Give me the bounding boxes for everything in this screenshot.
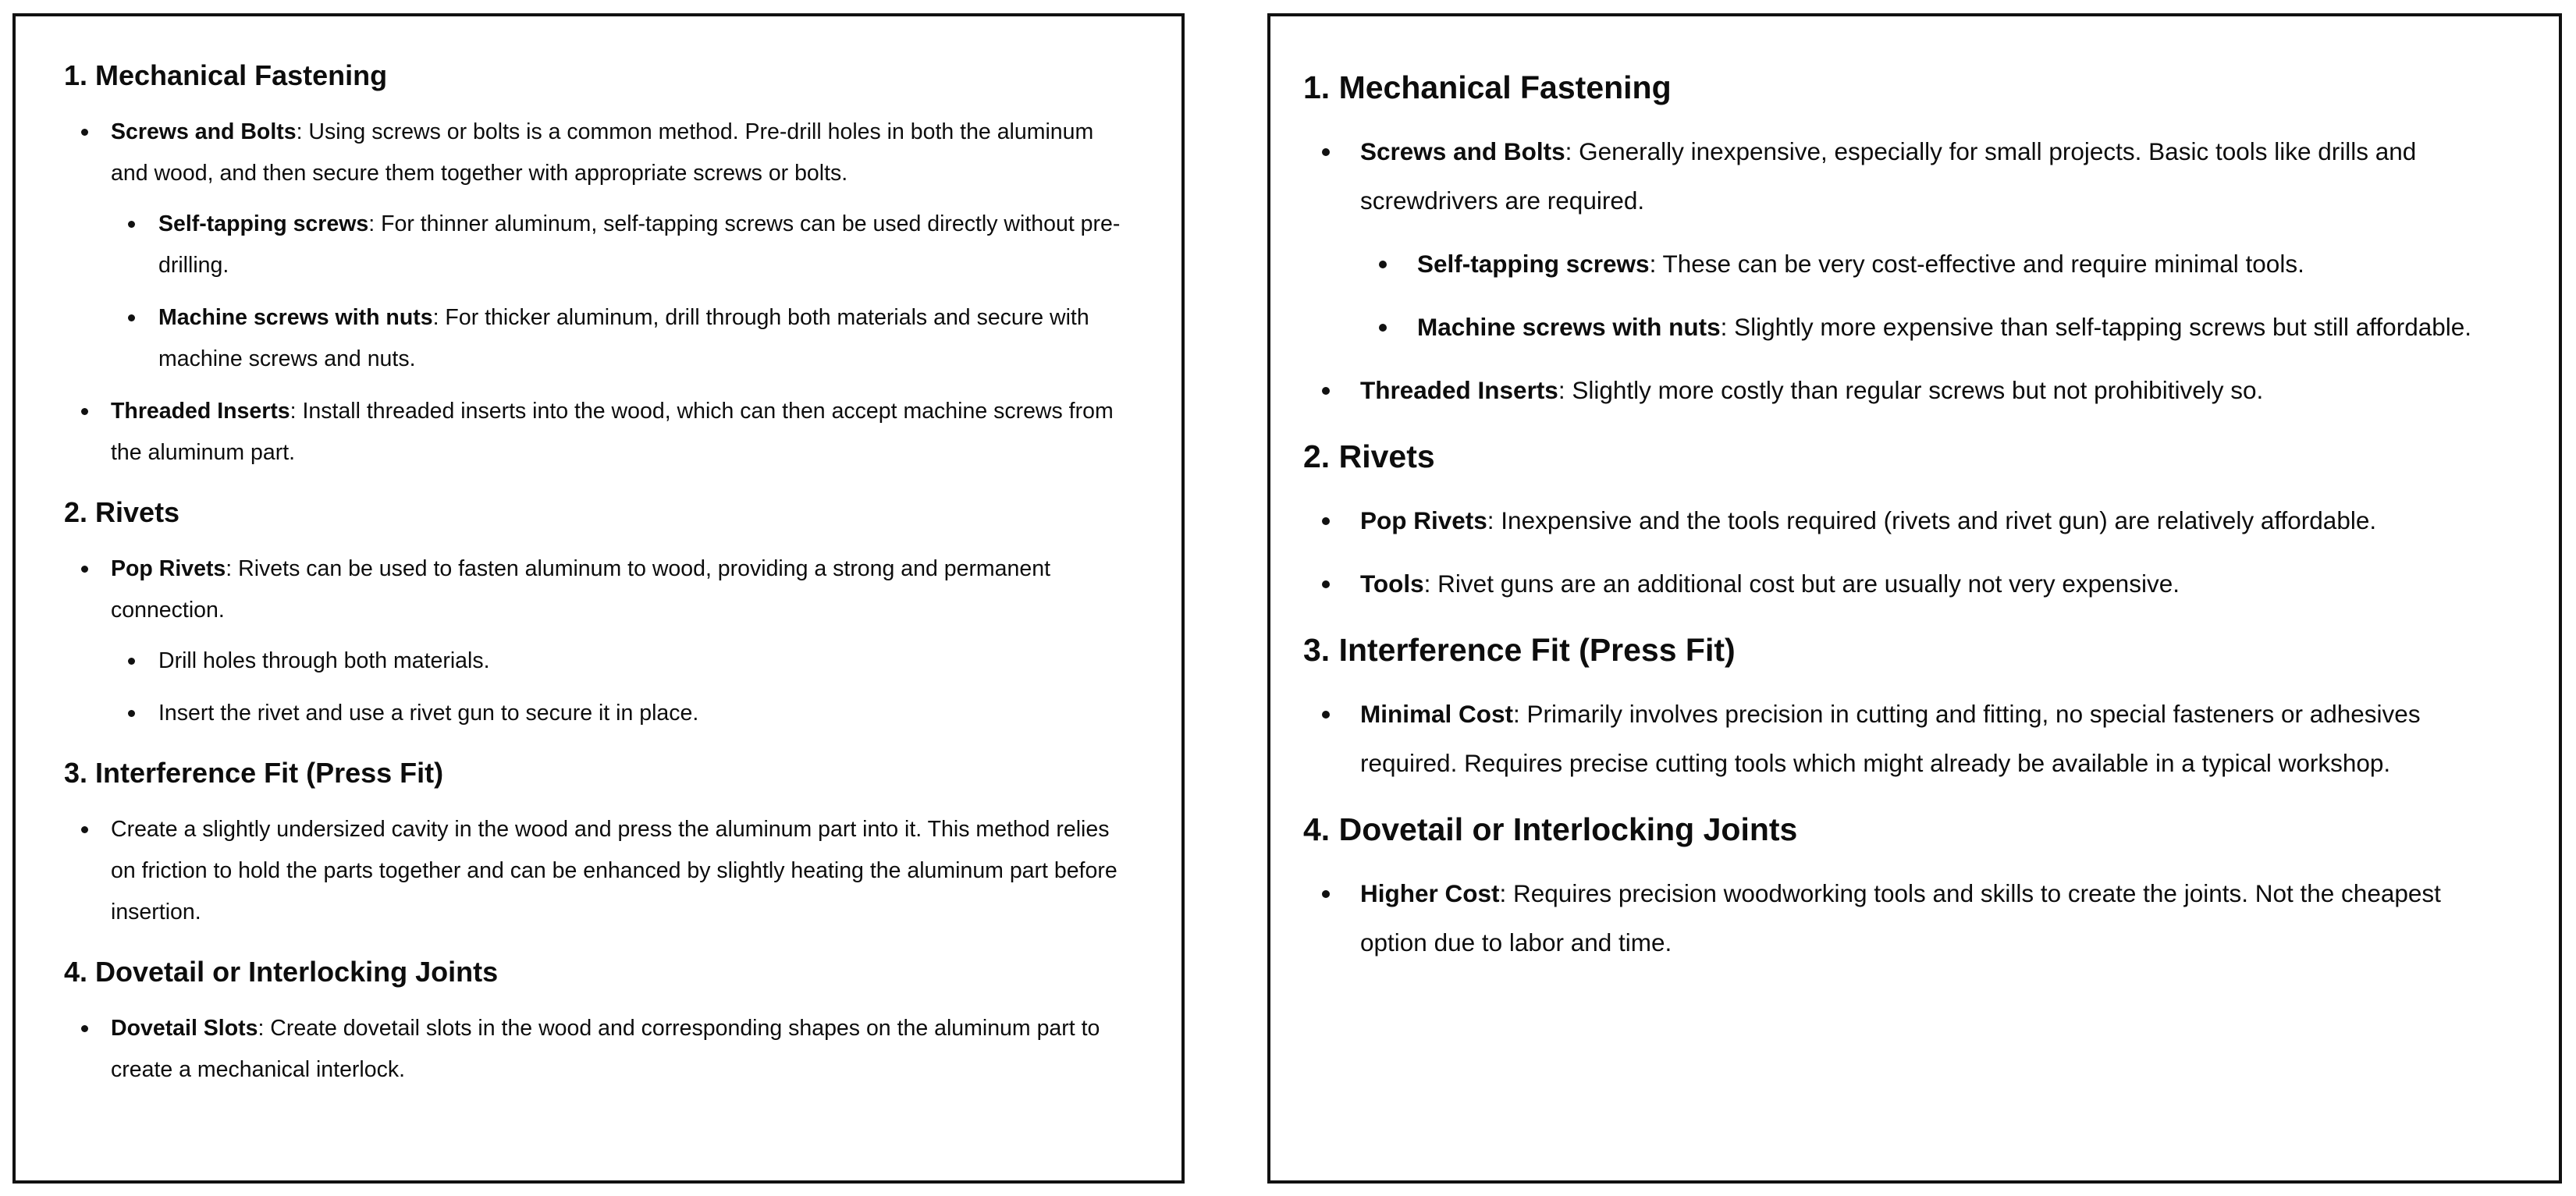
item-text: : Inexpensive and the tools required (rivets and rivet gun) are relatively affordable.: [1487, 506, 2377, 534]
section-mechanical-fastening: [1303, 66, 2512, 415]
list-item: [1303, 690, 2512, 788]
sub-list-item: [111, 641, 1135, 682]
item-text: : Generally inexpensive, especially for small projects. Basic tools like drills and screwdrivers are required.: [1360, 137, 2417, 215]
list-item: [1303, 496, 2512, 545]
list-item: [64, 112, 1135, 380]
section-mechanical-fastening: [64, 57, 1135, 474]
item-label: Threaded Inserts: [111, 399, 290, 424]
bullet-list: [1303, 869, 2512, 967]
list-item: [1303, 366, 2512, 415]
sub-list-item: [111, 693, 1135, 734]
item-label: Screws and Bolts: [1360, 137, 1565, 165]
item-text: : Requires precision woodworking tools and skills to create the joints. Not the cheapest option due to labor and time.: [1360, 879, 2441, 956]
sub-bullet-list: [111, 641, 1135, 734]
list-item: [64, 548, 1135, 734]
section-rivets: [64, 494, 1135, 734]
list-item: [1303, 559, 2512, 609]
bullet-list: [1303, 496, 2512, 609]
section-title: 3. Interference Fit (Press Fit): [64, 757, 444, 789]
list-item: [1303, 869, 2512, 967]
subitem-text: : These can be very cost-effective and require minimal tools.: [1649, 250, 2304, 278]
subitem-label: Self-tapping screws: [158, 211, 369, 236]
item-label: Threaded Inserts: [1360, 376, 1558, 404]
section-title: 2. Rivets: [64, 496, 180, 528]
subitem-label: Self-tapping screws: [1417, 250, 1650, 278]
item-label: Minimal Cost: [1360, 700, 1514, 728]
bullet-list: [64, 548, 1135, 734]
section-title: 3. Interference Fit (Press Fit): [1303, 632, 1736, 668]
section-rivets: [1303, 435, 2512, 609]
item-text: : Create dovetail slots in the wood and corresponding shapes on the aluminum part to create a mechanical interlock.: [111, 1016, 1100, 1082]
right-panel: [1267, 13, 2562, 1184]
item-label: Higher Cost: [1360, 879, 1500, 907]
item-text: : Rivet guns are an additional cost but are usually not very expensive.: [1423, 570, 2180, 598]
subitem-label: Machine screws with nuts: [1417, 313, 1721, 341]
list-item: [64, 1008, 1135, 1091]
bullet-list: [1303, 127, 2512, 415]
item-text: : Slightly more costly than regular screws but not prohibitively so.: [1558, 376, 2264, 404]
sub-list-item: [1360, 240, 2512, 289]
section-interference-fit: [1303, 629, 2512, 788]
section-interference-fit: [64, 754, 1135, 933]
bullet-list: [64, 112, 1135, 474]
item-text: : Rivets can be used to fasten aluminum to wood, providing a strong and permanent connection.: [111, 556, 1050, 623]
left-panel: [12, 13, 1185, 1184]
section-title: 2. Rivets: [1303, 438, 1435, 474]
bullet-list: [64, 1008, 1135, 1091]
section-title: 1. Mechanical Fastening: [1303, 69, 1672, 105]
section-title: 1. Mechanical Fastening: [64, 59, 388, 91]
section-title: 4. Dovetail or Interlocking Joints: [64, 956, 499, 988]
item-text: : Using screws or bolts is a common method. Pre-drill holes in both the aluminum and wood, and then secure them together with appropriate screws or bolts.: [111, 119, 1094, 186]
section-title: 4. Dovetail or Interlocking Joints: [1303, 811, 1798, 847]
section-dovetail-joints: [64, 953, 1135, 1091]
subitem-label: Machine screws with nuts: [158, 305, 433, 330]
subitem-text: Drill holes through both materials.: [158, 648, 490, 673]
bullet-list: [1303, 690, 2512, 788]
item-label: Pop Rivets: [111, 556, 226, 581]
item-label: Pop Rivets: [1360, 506, 1487, 534]
sub-list-item: [1360, 303, 2512, 352]
item-text: Create a slightly undersized cavity in the wood and press the aluminum part into it. This method relies on friction to hold the parts together and can be enhanced by slightly heating the aluminum part before insertion.: [111, 817, 1117, 925]
subitem-text: Insert the rivet and use a rivet gun to secure it in place.: [158, 701, 699, 726]
item-text: : Primarily involves precision in cutting and fitting, no special fasteners or adhesives required. Requires precise cutting tools which might already be available in a typical workshop.: [1360, 700, 2421, 777]
list-item: [64, 809, 1135, 933]
subitem-text: : For thicker aluminum, drill through both materials and secure with machine screws and nuts.: [158, 305, 1089, 371]
list-item: [64, 391, 1135, 474]
sub-bullet-list: [111, 204, 1135, 380]
subitem-text: : For thinner aluminum, self-tapping screws can be used directly without pre-drilling.: [158, 211, 1121, 278]
bullet-list: [64, 809, 1135, 933]
sub-bullet-list: [1360, 240, 2512, 352]
item-label: Dovetail Slots: [111, 1016, 258, 1041]
item-text: : Install threaded inserts into the wood, which can then accept machine screws from the aluminum part.: [111, 399, 1114, 465]
item-label: Tools: [1360, 570, 1424, 598]
section-dovetail-joints: [1303, 808, 2512, 967]
sub-list-item: [111, 297, 1135, 380]
item-label: Screws and Bolts: [111, 119, 297, 144]
subitem-text: : Slightly more expensive than self-tapping screws but still affordable.: [1720, 313, 2472, 341]
list-item: [1303, 127, 2512, 352]
sub-list-item: [111, 204, 1135, 286]
